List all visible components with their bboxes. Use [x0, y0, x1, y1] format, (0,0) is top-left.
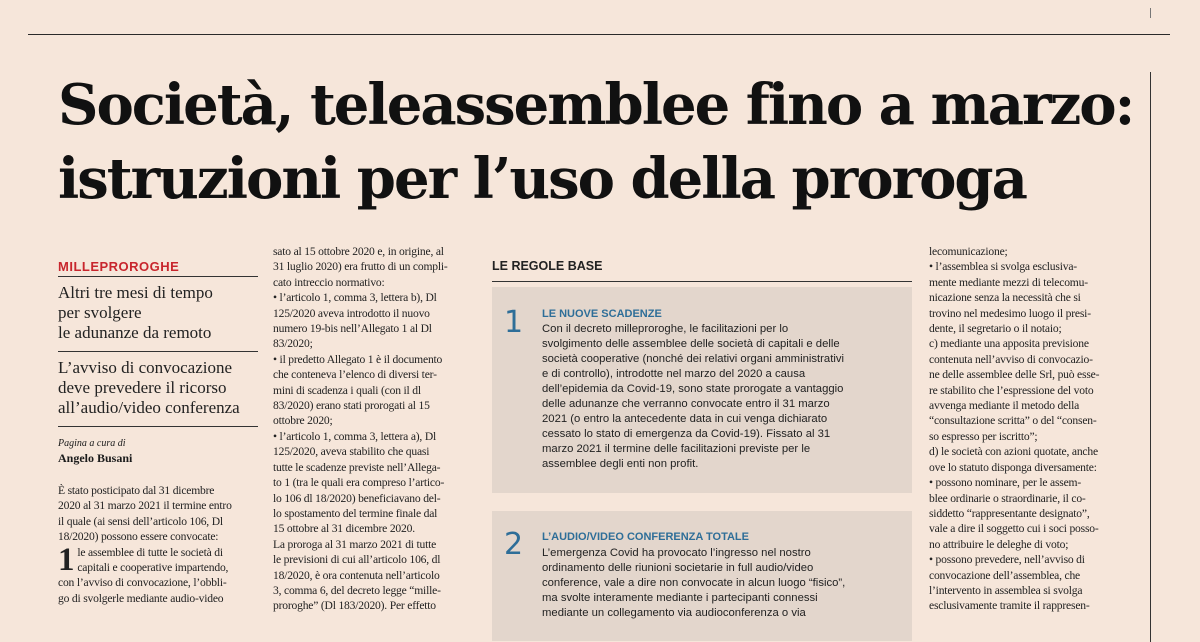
body-line: re stabilito che l’espressione del voto	[929, 383, 1094, 397]
headline-line-1: Società, teleassemblee fino a marzo:	[58, 72, 1134, 138]
body-line: • possono nominare, per le assem-	[929, 476, 1082, 490]
summary-1	[58, 283, 258, 343]
body-line: lecomunicazione;	[929, 245, 1008, 258]
body-line: contenuta nell’avviso di convocazio-	[929, 352, 1093, 366]
rule-text-line: mediante un collegamento via audioconferenza o via	[542, 607, 806, 619]
column-2	[273, 244, 480, 614]
summary-rule	[58, 351, 258, 352]
dropcap: 1	[58, 541, 75, 578]
body-line: lo spostamento del termine finale dal	[273, 506, 438, 520]
body-line: con l’avviso di convocazione, l’obbli-	[58, 576, 227, 590]
body-line: le assemblee di tutte le società di	[77, 545, 223, 559]
summary-2-line: all’audio/video conferenza	[58, 398, 240, 417]
rule-text-line: conference, vale a dire non convocate in alcun luogo “fisico”,	[542, 577, 846, 589]
body-line: 125/2020 aveva introdotto il nuovo	[273, 306, 430, 320]
rule-title: LE NUOVE SCADENZE	[542, 308, 662, 320]
rule-box-1	[492, 287, 912, 493]
rule-text-line: società cooperative (nonché dei relativi organi amministrativi	[542, 353, 845, 365]
body-line: 3, comma 6, del decreto legge “mille-	[273, 583, 441, 597]
right-column-rule	[1150, 72, 1151, 642]
rule-text-line: ordinamento delle riunioni societarie in full audio/video	[542, 562, 814, 574]
body-line: • l’articolo 1, comma 3, lettera a), Dl	[273, 429, 437, 443]
rule-text	[542, 546, 907, 621]
headline-line-2: istruzioni per l’uso della proroga	[58, 146, 1026, 212]
body-line: È stato posticipato dal 31 dicembre	[58, 484, 215, 497]
body-line: La proroga al 31 marzo 2021 di tutte	[273, 537, 437, 551]
body-line: le previsioni di cui all’articolo 106, dl	[273, 553, 441, 567]
summary-1-line: per svolgere	[58, 303, 142, 322]
top-tick	[1150, 8, 1151, 18]
rule-text-line: L’emergenza Covid ha provocato l’ingresso nel nostro	[542, 547, 811, 559]
body-line: so espresso per iscritto”;	[929, 429, 1038, 443]
body-line: to 1 (tra le quali era compreso l’artico-	[273, 476, 445, 490]
body-line: trovino nel medesimo luogo il presi-	[929, 306, 1091, 320]
body-line: ottobre 2020;	[273, 414, 333, 428]
column-1-body	[58, 483, 258, 606]
rules-heading: LE REGOLE BASE	[492, 259, 603, 273]
rule-title: L’AUDIO/VIDEO CONFERENZA TOTALE	[542, 531, 749, 543]
body-line: proroghe” (Dl 183/2020). Per effetto	[273, 599, 436, 613]
body-line: vale a dire il soggetto cui i soci posso-	[929, 522, 1099, 536]
rule-text-line: svolgimento delle assemblee delle società di capitali e delle	[542, 338, 840, 350]
body-line: no attribuire le deleghe di voto;	[929, 537, 1069, 551]
rule-text-line: delle adunanze che verranno convocate entro il 31 marzo	[542, 398, 830, 410]
rule-text	[542, 322, 907, 472]
body-line: esclusivamente tramite il rappresen-	[929, 599, 1090, 613]
body-line: go di svolgerle mediante audio-video	[58, 591, 224, 605]
kicker-rule	[58, 276, 258, 277]
section-kicker: MILLEPROROGHE	[58, 259, 180, 274]
body-line: il quale (ai sensi dell’articolo 106, Dl	[58, 514, 223, 528]
body-line: blee ordinarie o straordinarie, il co-	[929, 491, 1086, 505]
body-line: 15 ottobre al 31 dicembre 2020.	[273, 522, 415, 536]
rules-heading-rule	[492, 281, 912, 282]
rule-number: 2	[504, 527, 524, 562]
summary-rule	[58, 426, 258, 427]
body-line: d) le società con azioni quotate, anche	[929, 445, 1098, 459]
body-line: 2020 al 31 marzo 2021 il termine entro	[58, 499, 232, 513]
column-4	[929, 244, 1139, 614]
body-line: numero 19-bis nell’Allegato 1 al Dl	[273, 322, 432, 336]
body-line: nicazione senza la necessità che si	[929, 291, 1081, 305]
body-line: • l’assemblea si svolga esclusiva-	[929, 260, 1077, 274]
body-line: l’intervento in assemblea si svolga	[929, 583, 1083, 597]
body-line: siddetto “rappresentante designato”,	[929, 506, 1090, 520]
body-line: convocazione dell’assemblea, che	[929, 568, 1081, 582]
column-1	[58, 258, 258, 606]
rule-text-line: 2021 (o entro la antecedente data in cui venga dichiarato	[542, 413, 828, 425]
byline-author: Angelo Busani	[58, 451, 133, 465]
body-line: sato al 15 ottobre 2020 e, in origine, al	[273, 245, 444, 258]
body-line: 18/2020, è ora contenuta nell’articolo	[273, 568, 440, 582]
body-line: 31 luglio 2020) era frutto di un compli-	[273, 260, 448, 274]
body-line: “consultazione scritta” o del “consen-	[929, 414, 1097, 428]
body-line: tutte le scadenze previste nell’Allega-	[273, 460, 441, 474]
rule-text-line: cessato lo stato di emergenza da Covid-19). Fissato al 31	[542, 428, 831, 440]
body-line: cato intreccio normativo:	[273, 275, 385, 289]
headline	[58, 68, 1138, 216]
body-line: c) mediante una apposita previsione	[929, 337, 1089, 351]
body-line: • l’articolo 1, comma 3, lettera b), Dl	[273, 291, 437, 305]
dropcap-paragraph	[58, 541, 258, 578]
rule-text-line: assemblee degli enti non profit.	[542, 458, 699, 470]
body-line: lo 106 dl 18/2020) beneficiavano del-	[273, 491, 441, 505]
body-line: mente mediante mezzi di telecomu-	[929, 275, 1088, 289]
body-line: 83/2020;	[273, 337, 313, 351]
body-line: capitali e cooperative impartendo,	[77, 561, 229, 575]
body-line: che conteneva l’elenco di diversi ter-	[273, 368, 437, 382]
body-line: • possono prevedere, nell’avviso di	[929, 553, 1085, 567]
body-line: mini di scadenza i quali (con il dl	[273, 383, 421, 397]
body-line: avvenga mediante il metodo della	[929, 399, 1080, 413]
rule-text-line: dell’epidemia da Covid-19, sono state prorogate a vantaggio	[542, 383, 844, 395]
byline-label: Pagina a cura di	[58, 438, 126, 449]
top-rule	[28, 34, 1170, 35]
body-line: ove lo statuto disponga diversamente:	[929, 460, 1097, 474]
body-line: dente, il segretario o il notaio;	[929, 322, 1062, 336]
body-line: 18/2020) possono essere convocate:	[58, 530, 219, 544]
summary-2	[58, 358, 258, 418]
summary-1-line: le adunanze da remoto	[58, 323, 212, 342]
body-line: ne delle assemblee delle Srl, può esse-	[929, 368, 1100, 382]
rule-box-2	[492, 511, 912, 641]
body-line: • il predetto Allegato 1 è il documento	[273, 352, 443, 366]
rule-number: 1	[504, 305, 524, 340]
rule-text-line: ma svolte interamente mediante i partecipanti connessi	[542, 592, 818, 604]
body-line: 125/2020, aveva stabilito che quasi	[273, 445, 430, 459]
summary-1-line: Altri tre mesi di tempo	[58, 283, 213, 302]
rule-text-line: e di controllo), introdotte nel marzo del 2020 a causa	[542, 368, 806, 380]
summary-2-line: L’avviso di convocazione	[58, 358, 233, 377]
rule-text-line: marzo 2021 il termine delle facilitazioni previste per le	[542, 443, 811, 455]
body-line: 83/2020) erano stati prorogati al 15	[273, 399, 430, 413]
summary-2-line: deve prevedere il ricorso	[58, 378, 227, 397]
rule-text-line: Con il decreto milleproroghe, le facilitazioni per lo	[542, 323, 789, 335]
